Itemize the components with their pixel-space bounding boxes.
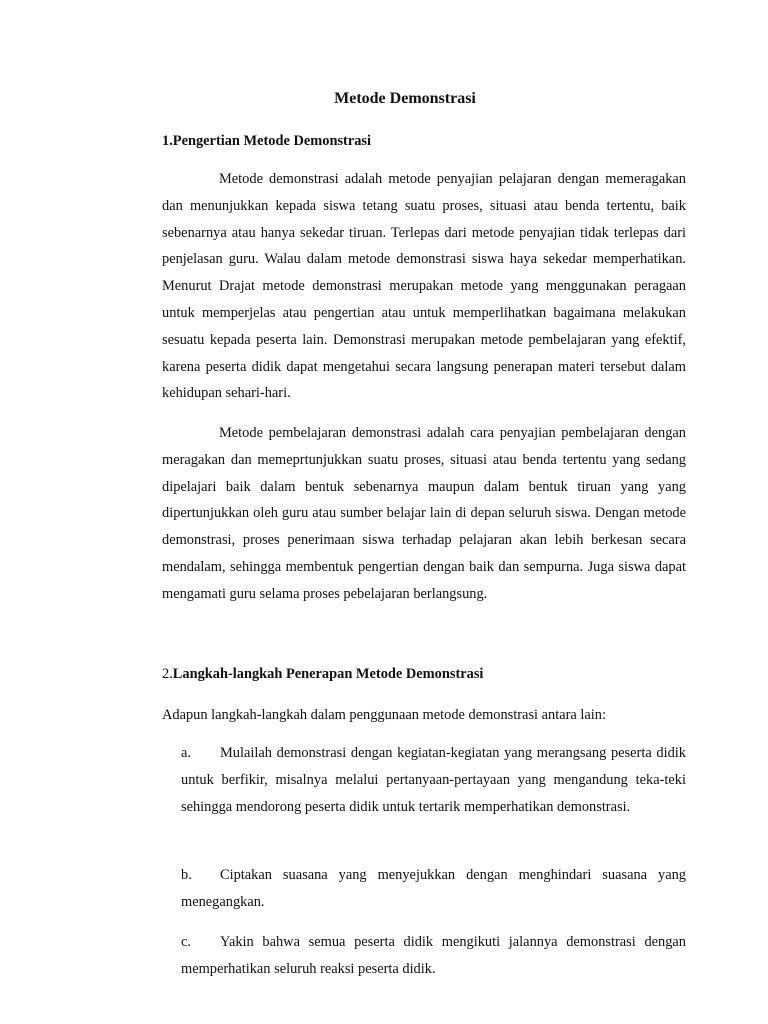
section-2-number: 2. <box>162 666 173 682</box>
section-1-heading <box>162 131 371 151</box>
list-marker: a. <box>181 745 191 761</box>
list-item-b <box>181 862 686 916</box>
list-item-text: Yakin bahwa semua peserta didik mengikuti jalannya demonstrasi dengan memperhatikan seluruh reaksi peserta didik. <box>181 934 686 977</box>
list-item-text: Ciptakan suasana yang menyejukkan dengan menghindari suasana yang menegangkan. <box>181 867 686 910</box>
section-1-paragraph-2: Metode pembelajaran demonstrasi adalah cara penyajian pembelajaran dengan meragakan dan memeprtunjukkan suatu proses, situasi atau benda tertentu yang sedang dipelajari baik dalam bentuk sebenarnya maupun dalam bentuk tiruan yang yang dipertunjukkan oleh guru atau sumber belajar lain di depan seluruh siswa. Dengan metode demonstrasi, proses penerimaan siswa terhadap pelajaran akan lebih berkesan secara mendalam, sehingga membentuk pengertian dengan baik dan sempurna. Juga siswa dapat mengamati guru selama proses pebelajaran berlangsung. <box>162 425 686 602</box>
section-1-paragraph-1: Metode demonstrasi adalah metode penyajian pelajaran dengan memeragakan dan menunjukkan kepada siswa tetang suatu proses, situasi atau benda tertentu, baik sebenarnya atau hanya sekedar tiruan. Terlepas dari metode penyajian tidak terlepas dari penjelasan guru. Walau dalam metode demonstrasi siswa haya sekedar memperhatikan. Menurut Drajat metode demonstrasi merupakan metode yang menggunakan peragaan untuk memperjelas atau pengertian atau untuk memperlihatkan bagaimana melakukan sesuatu kepada peserta lain. Demonstrasi merupakan metode pembelajaran yang efektif, karena peserta didik dapat mengetahui secara langsung penerapan materi tersebut dalam kehidupan sehari-hari. <box>162 171 686 402</box>
list-item-text: Mulailah demonstrasi dengan kegiatan-kegiatan yang merangsang peserta didik untuk berfikir, misalnya melalui pertanyaan-pertayaan yang mengandung teka-teki sehingga mendorong peserta didik untuk tertarik memperhatikan demonstrasi. <box>181 745 686 815</box>
list-marker: c. <box>181 934 191 950</box>
section-1-heading-text: 1.Pengertian Metode Demonstrasi <box>162 133 372 149</box>
section-2-heading <box>162 664 483 684</box>
section-2-intro: Adapun langkah-langkah dalam penggunaan metode demonstrasi antara lain: <box>162 707 606 723</box>
list-item-c <box>181 929 686 983</box>
section-2-heading-text: Langkah-langkah Penerapan Metode Demonstrasi <box>172 666 484 682</box>
list-marker: b. <box>181 867 192 883</box>
document-title: Metode Demonstrasi <box>334 90 476 107</box>
list-item-a <box>181 740 686 820</box>
